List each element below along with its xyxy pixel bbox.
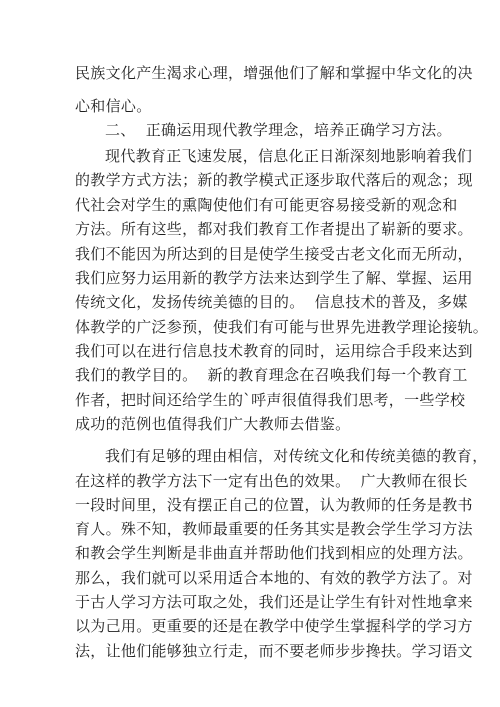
text-line: 心和信心。 bbox=[75, 97, 152, 115]
text-line: 我们不能因为所达到的目是使学生接受古老文化而无所动， bbox=[75, 245, 473, 263]
text-line: 作者，把时间还给学生的`呼声很值得我们思考，一些学校 bbox=[75, 391, 466, 409]
text-line: 育人。殊不知，教师最重要的任务其实是教会学生学习方法 bbox=[75, 520, 473, 538]
text-line: 代社会对学生的熏陶使他们有可能更容易接受新的观念和 bbox=[75, 196, 458, 214]
text-line: 我们可以在进行信息技术教育的同时，运用综合手段来达到 bbox=[75, 342, 473, 360]
text-line: 和教会学生判断是非曲直并帮助他们找到相应的处理方法。 bbox=[75, 544, 473, 562]
text-line: 在这样的教学方法下一定有出色的效果。 广大教师在很长 bbox=[75, 472, 468, 490]
section-heading: 二、 正确运用现代教学理念，培养正确学习方法。 bbox=[105, 121, 452, 139]
text-line: 成功的范例也值得我们广大教师去借鉴。 bbox=[75, 415, 351, 433]
text-line: 以为己用。更重要的还是在教学中使学生掌握科学的学习方 bbox=[75, 617, 473, 635]
text-line: 的教学方式方法；新的教学模式正逐步取代落后的观念；现 bbox=[75, 171, 473, 189]
text-line: 于古人学习方法可取之处，我们还是让学生有针对性地拿来 bbox=[75, 593, 473, 611]
text-line: 那么，我们就可以采用适合本地的、有效的教学方法了。对 bbox=[75, 569, 473, 587]
text-line: 我们的教学目的。 新的教育理念在召唤我们每一个教育工 bbox=[75, 366, 468, 384]
text-line: 现代教育正飞速发展，信息化正日渐深刻地影响着我们 bbox=[105, 147, 473, 165]
text-line: 我们应努力运用新的教学方法来达到学生了解、掌握、运用 bbox=[75, 269, 473, 287]
text-line: 民族文化产生渴求心理，增强他们了解和掌握中华文化的决 bbox=[75, 64, 473, 82]
text-line: 体教学的广泛参预，使我们有可能与世界先进教学理论接轨。 bbox=[75, 318, 489, 336]
text-line: 法，让他们能够独立行走，而不要老师步步搀扶。学习语文 bbox=[75, 642, 473, 660]
text-line: 方法。所有这些，都对我们教育工作者提出了崭新的要求。 bbox=[75, 220, 473, 238]
text-line: 我们有足够的理由相信，对传统文化和传统美德的教育， bbox=[105, 447, 488, 465]
text-line: 一段时间里，没有摆正自己的位置，认为教师的任务是教书 bbox=[75, 496, 473, 514]
text-line: 传统文化，发扬传统美德的目的。 信息技术的普及，多媒 bbox=[75, 293, 468, 311]
